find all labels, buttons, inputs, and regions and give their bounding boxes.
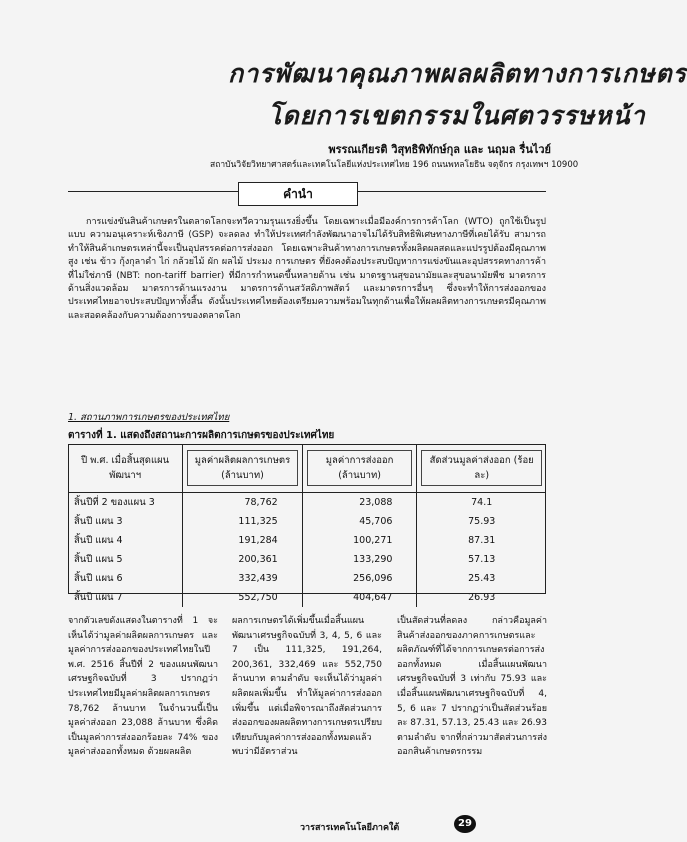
header-production-value: มูลค่าผลิตผลการเกษตร (ล้านบาท): [183, 444, 303, 493]
row-label: สิ้นปี แผน 5: [68, 550, 183, 569]
table-row: [68, 550, 546, 569]
column-text: จากตัวเลขดังแสดงในตารางที่ 1 จะเห็นได้ว่ามูลค่าผลิตผลการเกษตร และมูลค่าการส่งออกของประเทศไทยในปี พ.ศ. 2516 สิ้นปีที่ 2 ของแผนพัฒนาเศรษฐกิจฉบับที่ 3 ปรากฏว่าประเทศไทยมีมูลค่าผลิตผลการเกษตร 78,762 ล้านบาท ในจำนวนนี้เป็นมูลค่าส่งออก 23,088 ล้านบาท ซึ่งคิดเป็นมูลค่าการส่งออกร้อยละ 74% ของมูลค่าส่งออกทั้งหมด ด้วยผลผลิต: [68, 616, 218, 758]
production-value: 191,284: [183, 531, 303, 550]
column-text: เป็นสัดส่วนที่ลดลง กล่าวคือมูลค่าสินค้าส่งออกของภาคการเกษตรและผลิตภัณฑ์ที่ได้จากการเกษตรต่อการส่งออกทั้งหมด เมื่อสิ้นแผนพัฒนาเศรษฐกิจฉบับที่ 3 เท่ากับ 75.93 และเมื่อสิ้นแผนพัฒนาเศรษฐกิจฉบับที่ 4, 5, 6 และ 7 ปรากฏว่าเป็นสัดส่วนร้อยละ 87.31, 57.13, 25.43 และ 26.93 ตามลำดับ จากที่กล่าวมาสัดส่วนการส่งออกสินค้าเกษตรกรรม: [397, 616, 547, 758]
row-label: สิ้นปีที่ 2 ของแผน 3: [68, 493, 183, 513]
production-value: 552,750: [183, 588, 303, 607]
export-value: 133,290: [302, 550, 417, 569]
export-share: 26.93: [468, 592, 496, 603]
export-share: 75.93: [468, 516, 496, 527]
production-value: 200,361: [183, 550, 303, 569]
export-value: 256,096: [302, 569, 417, 588]
affiliation: สถาบันวิจัยวิทยาศาสตร์และเทคโนโลยีแห่งประเทศไทย 196 ถนนพหลโยธิน จตุจักร กรุงเทพฯ 10900: [210, 160, 579, 170]
header-export-share: สัดส่วนมูลค่าส่งออก (ร้อยละ): [417, 444, 546, 493]
header-year: ปี พ.ศ. เมื่อสิ้นสุดแผนพัฒนาฯ: [68, 444, 183, 493]
header-export-value: มูลค่าการส่งออก (ล้านบาท): [302, 444, 417, 493]
export-value: 45,706: [302, 512, 417, 531]
table-caption: ตารางที่ 1. แสดงถึงสถานะการผลิตการเกษตรของประเทศไทย: [68, 430, 335, 441]
page-number: 29: [454, 815, 476, 833]
row-label: สิ้นปี แผน 4: [68, 531, 183, 550]
body-column-2: [232, 614, 382, 760]
export-value: 23,088: [302, 493, 417, 513]
production-value: 332,439: [183, 569, 303, 588]
intro-text: การแข่งขันสินค้าเกษตรในตลาดโลกจะทวีความรุนแรงยิ่งขึ้น โดยเฉพาะเมื่อมีองค์การการค้าโลก (WTO) ถูกใช้เป็นรูปแบบ ความอนุเคราะห์เชิงภาษี (GSP) จะลดลง ทำให้ประเทศกำลังพัฒนาอาจไม่ได้รับสิทธิพิเศษทางภาษีที่เคยได้รับ สามารถทำให้สินค้าเกษตรเหล่านี้จะเป็นอุปสรรคต่อการส่งออก โดยเฉพาะสินค้าทางการเกษตรทั้งผลิตผลสดและแปรรูปต้องมีคุณภาพสูง เช่น ข้าว กุ้งกุลาดำ ไก่ กล้วยไม้ ผัก ผลไม้ ประมง การเกษตร ที่ยังคงต้องประสบปัญหาการแข่งขันและอุปสรรคทางการค้าที่ไม่ใช่ภาษี (NBT: non-tariff barrier) ที่มีการกำหนดขึ้นหลายด้าน เช่น มาตรฐานสุขอนามัยและสุขอนามัยพืช มาตรการด้านสิ่งแวดล้อม มาตรการด้านแรงงาน มาตรการด้านสวัสดิภาพสัตว์ และมาตรการอื่นๆ ซึ่งจะทำให้การส่งออกของประเทศไทยอาจประสบปัญหาทั้งสิ้น ดังนั้นประเทศไทยต้องเตรียมความพร้อมในทุกด้านเพื่อให้ผลผลิตทางการเกษตรมีคุณภาพและสอดคล้องกับความต้องการของตลาดโลก: [68, 217, 546, 321]
subsection-heading: 1. สถานภาพการเกษตรของประเทศไทย: [68, 412, 230, 423]
table-row: [68, 493, 546, 513]
export-value: 404,647: [302, 588, 417, 607]
table-row: [68, 512, 546, 531]
body-column-3: [397, 614, 547, 760]
row-label: สิ้นปี แผน 7: [68, 588, 183, 607]
export-share: 74.1: [471, 497, 493, 508]
table-header-row: [68, 444, 546, 493]
section-heading: คำนำ: [238, 182, 358, 206]
table-row: [68, 588, 546, 607]
export-value: 100,271: [302, 531, 417, 550]
title-line-1: การพัฒนาคุณภาพผลผลิตทางการเกษตร: [228, 59, 687, 88]
export-share: 57.13: [468, 554, 496, 565]
journal-name: วารสารเทคโนโลยีภาคใต้: [300, 823, 400, 833]
table-row: [68, 569, 546, 588]
production-value: 78,762: [183, 493, 303, 513]
table-row: [68, 531, 546, 550]
intro-paragraph: [68, 216, 546, 323]
production-value: 111,325: [183, 512, 303, 531]
body-column-1: [68, 614, 218, 760]
title-line-2: โดยการเขตกรรมในศตวรรษหน้า: [268, 101, 646, 130]
column-text: ผลการเกษตรได้เพิ่มขึ้นเมื่อสิ้นแผนพัฒนาเศรษฐกิจฉบับที่ 3, 4, 5, 6 และ 7 เป็น 111,325, 191,264, 200,361, 332,469 และ 552,750 ล้านบาท ตามลำดับ จะเห็นได้ว่ามูลค่าผลิตผลเพิ่มขึ้น ทำให้มูลค่าการส่งออกเพิ่มขึ้น แต่เมื่อพิจารณาถึงสัดส่วนการส่งออกของผลผลิตทางการเกษตรเปรียบเทียบกับมูลค่าการส่งออกทั้งหมดแล้วพบว่ามีอัตราส่วน: [232, 616, 382, 758]
row-label: สิ้นปี แผน 6: [68, 569, 183, 588]
row-label: สิ้นปี แผน 3: [68, 512, 183, 531]
authors: พรรณเกียรติ วิสุทธิพิทักษ์กุล และ นฤมล รื่นไวย์: [328, 143, 551, 156]
export-share: 87.31: [468, 535, 496, 546]
export-share: 25.43: [468, 573, 496, 584]
production-table: [68, 444, 546, 607]
